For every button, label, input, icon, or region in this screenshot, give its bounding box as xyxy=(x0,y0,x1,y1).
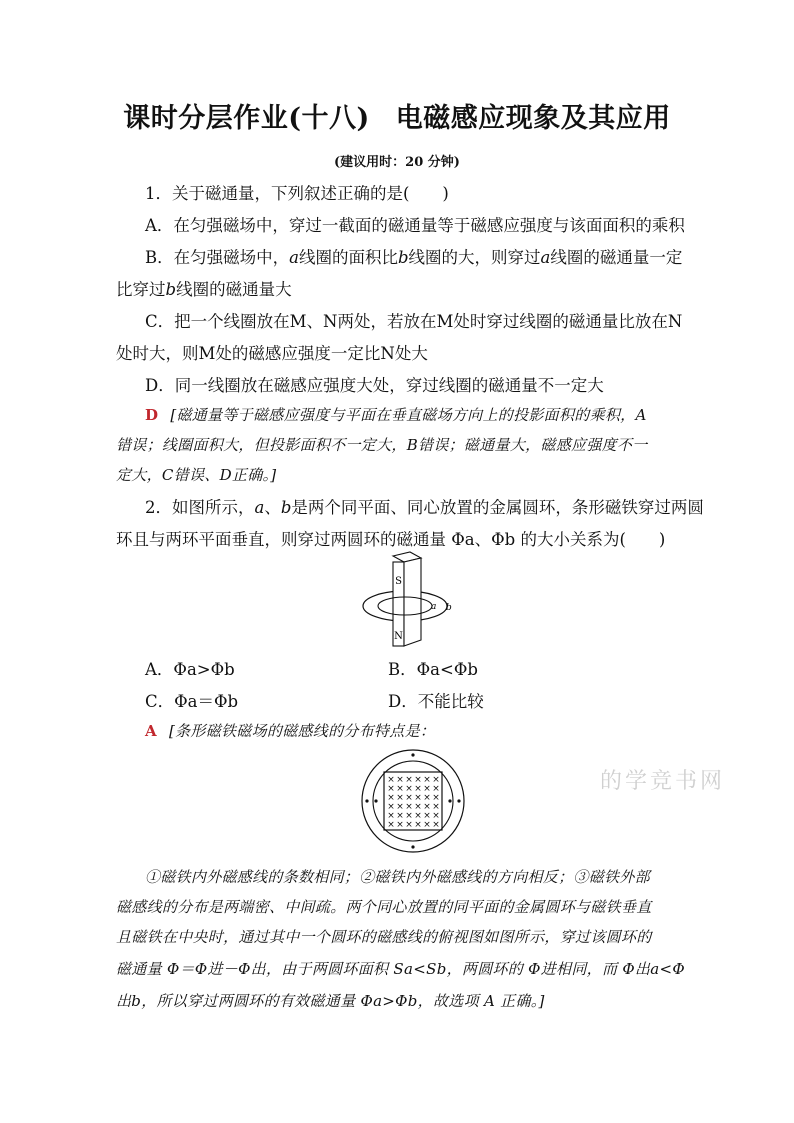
magnet-ring-figure xyxy=(355,550,465,650)
outward-dot xyxy=(448,799,451,802)
q2-option-a: A．Φa>Φb xyxy=(145,660,235,679)
field-cross-mark: × xyxy=(387,811,395,821)
outward-dot xyxy=(374,799,377,802)
q2-stem-line1: 2．如图所示，a、b是两个同平面、同心放置的金属圆环，条形磁铁穿过两圆 xyxy=(145,498,704,517)
inward-field-crosses xyxy=(387,775,440,830)
field-cross-mark: × xyxy=(423,793,431,803)
field-cross-mark: × xyxy=(432,793,440,803)
q2-explanation-line3: 且磁铁在中央时，通过其中一个圆环的磁感线的俯视图如图所示，穿过该圆环的 xyxy=(116,928,652,946)
field-cross-mark: × xyxy=(432,775,440,785)
field-cross-mark: × xyxy=(405,811,413,821)
q2-stem-line2: 环且与两环平面垂直，则穿过两圆环的磁通量 Φa、Φb 的大小关系为( ) xyxy=(116,530,666,549)
q1-explanation-line1: D [磁通量等于磁感应强度与平面在垂直磁场方向上的投影面积的乘积，A xyxy=(145,406,647,424)
field-cross-mark: × xyxy=(414,820,422,830)
q2-explanation-line1: ①磁铁内外磁感线的条数相同；②磁铁内外磁感线的方向相反；③磁铁外部 xyxy=(145,868,650,886)
watermark: 的学竞书网 xyxy=(600,769,726,794)
field-cross-mark: × xyxy=(414,811,422,821)
outward-dot xyxy=(411,845,414,848)
field-cross-mark: × xyxy=(414,802,422,812)
field-cross-mark: × xyxy=(387,793,395,803)
magnet-side-face xyxy=(404,558,421,646)
q2-explanation-line5: 出b，所以穿过两圆环的有效磁通量 Φa>Φb，故选项 A 正确。] xyxy=(116,992,545,1010)
page-title: 课时分层作业(十八) 电磁感应现象及其应用 xyxy=(123,103,671,134)
field-cross-mark: × xyxy=(423,784,431,794)
q2-explanation-line4: 磁通量 Φ＝Φ进－Φ出，由于两圆环面积 Sa<Sb，两圆环的 Φ进相同，而 Φ出a<Φ xyxy=(116,960,685,978)
field-cross-mark: × xyxy=(432,820,440,830)
q2-option-c: C．Φa＝Φb xyxy=(145,692,239,711)
field-cross-mark: × xyxy=(396,811,404,821)
field-cross-mark: × xyxy=(387,820,395,830)
field-cross-mark: × xyxy=(414,775,422,785)
ring-a-label: a xyxy=(431,602,437,612)
q1-option-a: A．在匀强磁场中，穿过一截面的磁通量等于磁感应强度与该面面积的乘积 xyxy=(145,216,685,235)
field-cross-mark: × xyxy=(423,775,431,785)
outward-dot xyxy=(411,753,414,756)
field-cross-mark: × xyxy=(414,784,422,794)
ring-b-label: b xyxy=(446,603,452,613)
inner-circle xyxy=(373,761,453,841)
q1-option-b-line2: 比穿过b线圈的磁通量大 xyxy=(116,280,292,299)
outward-dot xyxy=(457,799,460,802)
field-cross-mark: × xyxy=(387,802,395,812)
outward-dot xyxy=(365,799,368,802)
field-cross-mark: × xyxy=(405,802,413,812)
field-lines-top-view xyxy=(360,748,466,854)
q1-answer: D xyxy=(145,406,159,424)
field-cross-mark: × xyxy=(396,793,404,803)
field-cross-mark: × xyxy=(432,784,440,794)
field-cross-mark: × xyxy=(405,793,413,803)
q1-option-c-line2: 处时大，则M处的磁感应强度一定比N处大 xyxy=(116,344,428,363)
field-cross-mark: × xyxy=(423,820,431,830)
magnet-s-label: S xyxy=(395,576,402,587)
field-cross-mark: × xyxy=(405,784,413,794)
q2-option-b: B．Φa<Φb xyxy=(388,660,478,679)
field-cross-mark: × xyxy=(387,784,395,794)
q1-option-c-line1: C．把一个线圈放在M、N两处，若放在M处时穿过线圈的磁通量比放在N xyxy=(145,312,683,331)
field-cross-mark: × xyxy=(396,802,404,812)
q1-option-d: D．同一线圈放在磁感应强度大处，穿过线圈的磁通量不一定大 xyxy=(145,376,604,395)
magnet-n-label: N xyxy=(394,631,403,642)
field-cross-mark: × xyxy=(396,784,404,794)
field-cross-mark: × xyxy=(396,820,404,830)
q2-explanation-head: A [条形磁铁磁场的磁感线的分布特点是： xyxy=(145,722,436,740)
field-cross-mark: × xyxy=(423,802,431,812)
q1-explanation-line3: 定大，C错误、D正确。] xyxy=(116,466,277,484)
field-cross-mark: × xyxy=(405,775,413,785)
field-cross-mark: × xyxy=(387,775,395,785)
q2-answer: A xyxy=(145,722,157,740)
field-cross-mark: × xyxy=(432,811,440,821)
q1-option-b-line1: B．在匀强磁场中，a线圈的面积比b线圈的大，则穿过a线圈的磁通量一定 xyxy=(145,248,683,267)
q2-explanation-line2: 磁感线的分布是两端密、中间疏。两个同心放置的同平面的金属圆环与磁铁垂直 xyxy=(116,898,652,916)
field-cross-mark: × xyxy=(405,820,413,830)
suggested-time: (建议用时：20 分钟) xyxy=(334,155,460,170)
field-cross-mark: × xyxy=(414,793,422,803)
q2-option-d: D．不能比较 xyxy=(388,692,484,711)
field-cross-mark: × xyxy=(396,775,404,785)
q1-stem: 1．关于磁通量，下列叙述正确的是( ) xyxy=(145,184,449,203)
field-cross-mark: × xyxy=(432,802,440,812)
field-cross-mark: × xyxy=(423,811,431,821)
q1-explanation-line2: 错误；线圈面积大，但投影面积不一定大，B错误；磁通量大，磁感应强度不一 xyxy=(116,436,648,454)
